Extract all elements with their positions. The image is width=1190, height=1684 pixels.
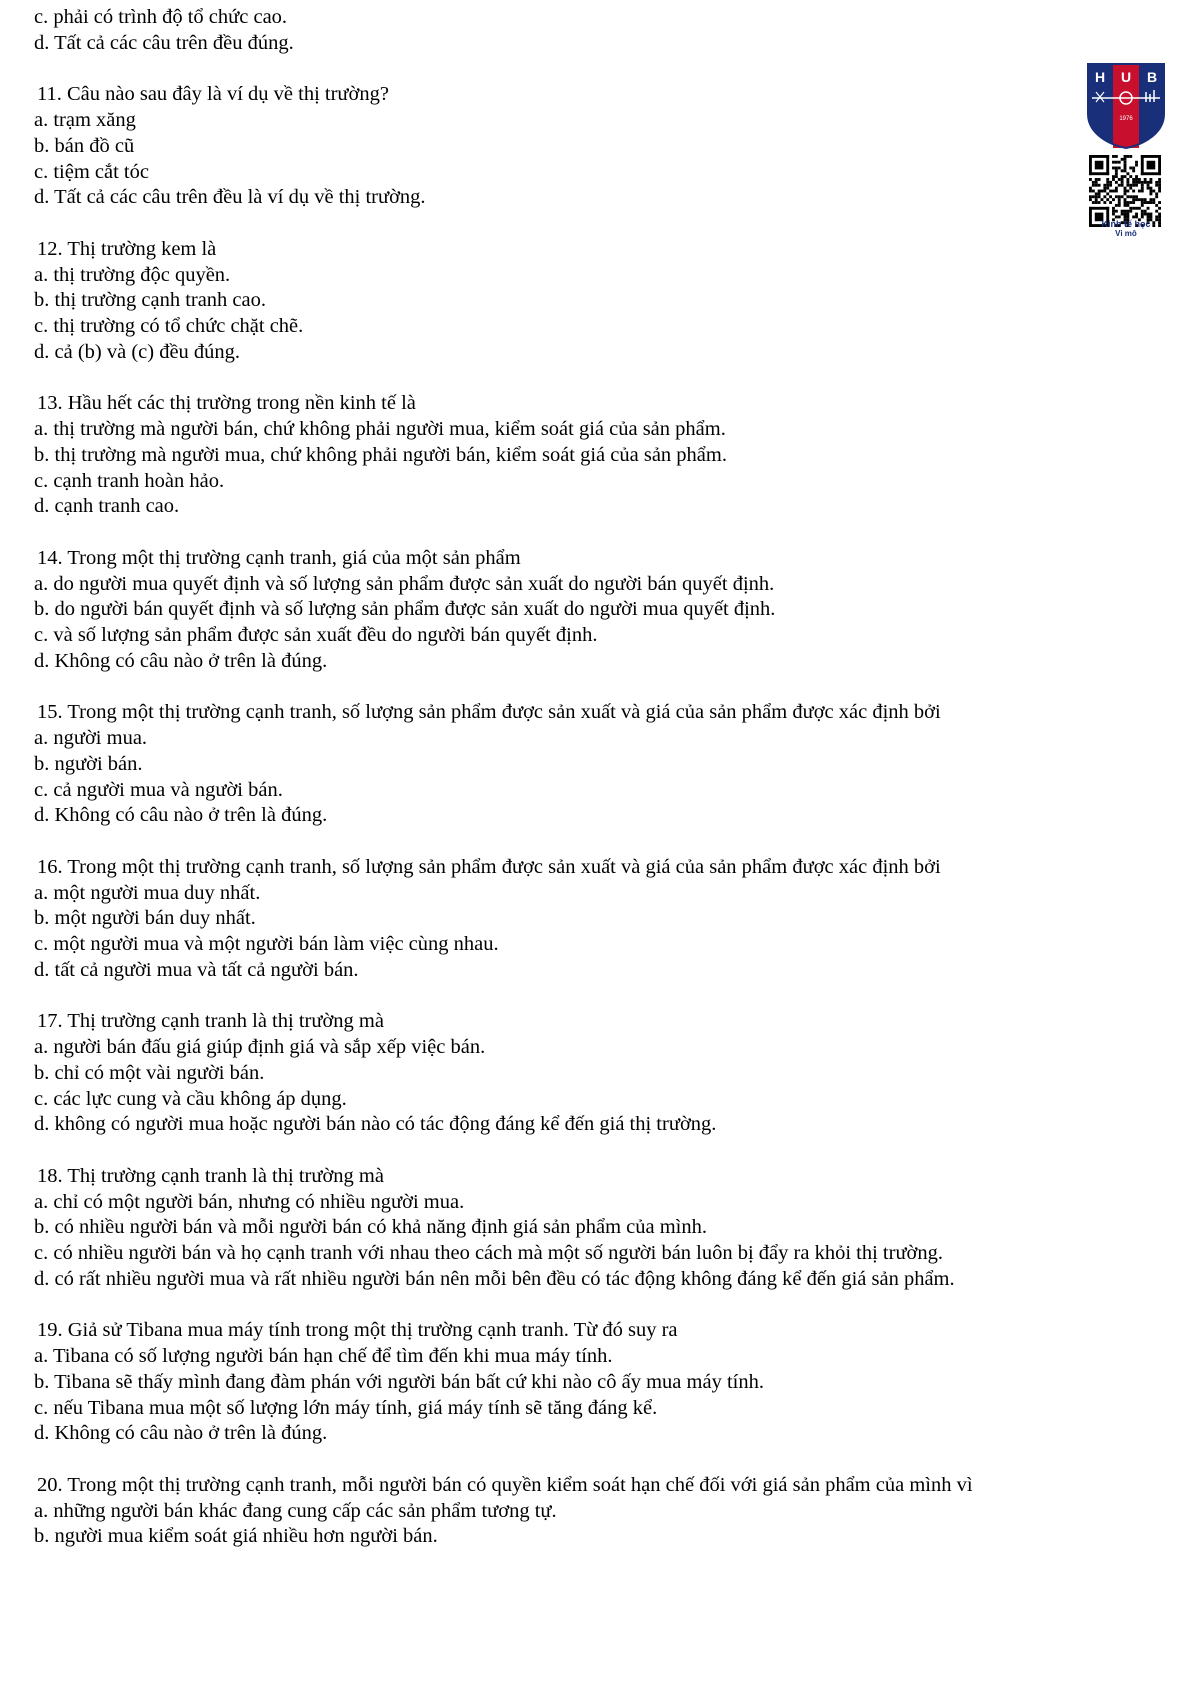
question-text: 11. Câu nào sau đây là ví dụ về thị trường? [37,83,389,106]
answer-option: a. chỉ có một người bán, nhưng có nhiều người mua. [34,1190,465,1213]
answer-option: c. các lực cung và cầu không áp dụng. [34,1087,347,1110]
answer-option: d. cạnh tranh cao. [34,495,180,518]
answer-option: b. người mua kiểm soát giá nhiều hơn người bán. [34,1525,438,1548]
logo-year: 1976 [1119,116,1133,122]
question-text: 14. Trong một thị trường cạnh tranh, giá của một sản phẩm [37,546,521,569]
question-text: 17. Thị trường cạnh tranh là thị trường mà [37,1010,384,1033]
answer-option: c. nếu Tibana mua một số lượng lớn máy tính, giá máy tính sẽ tăng đáng kể. [34,1396,658,1419]
answer-option: a. người bán đấu giá giúp định giá và sắp xếp việc bán. [34,1036,486,1058]
question-text: 15. Trong một thị trường cạnh tranh, số lượng sản phẩm được sản xuất và giá của sản phẩm được xác định bởi [37,701,941,724]
question-text: 16. Trong một thị trường cạnh tranh, số lượng sản phẩm được sản xuất và giá của sản phẩm được xác định bởi [37,855,941,878]
answer-option: d. Không có câu nào ở trên là đúng. [34,1422,328,1445]
answer-option: a. trạm xăng [34,109,136,131]
answer-option: b. một người bán duy nhất. [34,907,256,930]
answer-option: d. cả (b) và (c) đều đúng. [34,340,241,363]
answer-option: b. chỉ có một vài người bán. [34,1061,265,1084]
question-text: 12. Thị trường kem là [37,237,217,260]
answer-option: c. thị trường có tổ chức chặt chẽ. [34,315,304,337]
answer-option: d. Tất cả các câu trên đều đúng. [34,31,294,54]
answer-option: a. do người mua quyết định và số lượng sản phẩm được sản xuất do người bán quyết định. [34,572,775,595]
answer-option: a. Tibana có số lượng người bán hạn chế để tìm đến khi mua máy tính. [34,1345,613,1367]
qr-code-icon [1089,155,1161,227]
answer-option: d. Tất cả các câu trên đều là ví dụ về thị trường. [34,186,426,209]
answer-option: a. thị trường mà người bán, chứ không phải người mua, kiểm soát giá của sản phẩm. [34,418,726,440]
logo-caption-subject: Kinh tế học [1101,219,1151,229]
answer-option: a. thị trường độc quyền. [34,263,231,286]
logo-letter-h: H [1094,69,1106,85]
answer-option: b. thị trường mà người mua, chứ không phải người bán, kiểm soát giá của sản phẩm. [34,443,727,466]
answer-option: d. Không có câu nào ở trên là đúng. [34,804,328,827]
answer-option: b. bán đồ cũ [34,134,135,157]
answer-option: a. những người bán khác đang cung cấp các sản phẩm tương tự. [34,1499,557,1522]
answer-option: c. có nhiều người bán và họ cạnh tranh với nhau theo cách mà một số người bán luôn bị đẩy ra khỏi thị trường. [34,1242,944,1264]
logo-letter-u: U [1120,69,1132,85]
question-text: 20. Trong một thị trường cạnh tranh, mỗi người bán có quyền kiểm soát hạn chế đối với giá sản phẩm của mình vì [37,1473,973,1496]
logo-caption-course: Vi mô [1115,229,1137,238]
question-text: 13. Hầu hết các thị trường trong nền kinh tế là [37,392,416,415]
answer-option: c. phải có trình độ tổ chức cao. [34,6,288,28]
answer-option: b. có nhiều người bán và mỗi người bán có khả năng định giá sản phẩm của mình. [34,1216,707,1239]
question-text: 18. Thị trường cạnh tranh là thị trường mà [37,1164,384,1187]
answer-option: a. người mua. [34,727,148,749]
answer-option: d. Không có câu nào ở trên là đúng. [34,649,328,672]
answer-option: d. không có người mua hoặc người bán nào có tác động đáng kể đến giá thị trường. [34,1113,717,1136]
answer-option: d. có rất nhiều người mua và rất nhiều người bán nên mỗi bên đều có tác động không đáng kể đến giá sản phẩm. [34,1267,955,1290]
answer-option: d. tất cả người mua và tất cả người bán. [34,958,359,981]
answer-option: c. cả người mua và người bán. [34,778,283,801]
answer-option: b. do người bán quyết định và số lượng sản phẩm được sản xuất do người mua quyết định. [34,598,776,621]
logo-letter-b: B [1146,69,1158,85]
hub-logo-block [1086,62,1166,252]
answer-option: c. và số lượng sản phẩm được sản xuất đều do người bán quyết định. [34,624,598,646]
answer-option: c. cạnh tranh hoàn hảo. [34,469,225,492]
hub-shield-logo [1086,62,1166,150]
answer-option: b. người bán. [34,752,143,775]
answer-option: b. Tibana sẽ thấy mình đang đàm phán với người bán bất cứ khi nào cô ấy mua máy tính. [34,1370,764,1393]
answer-option: c. một người mua và một người bán làm việc cùng nhau. [34,933,499,955]
answer-option: a. một người mua duy nhất. [34,881,261,904]
question-text: 19. Giả sử Tibana mua máy tính trong một thị trường cạnh tranh. Từ đó suy ra [37,1319,678,1342]
answer-option: c. tiệm cắt tóc [34,160,149,183]
answer-option: b. thị trường cạnh tranh cao. [34,289,267,312]
